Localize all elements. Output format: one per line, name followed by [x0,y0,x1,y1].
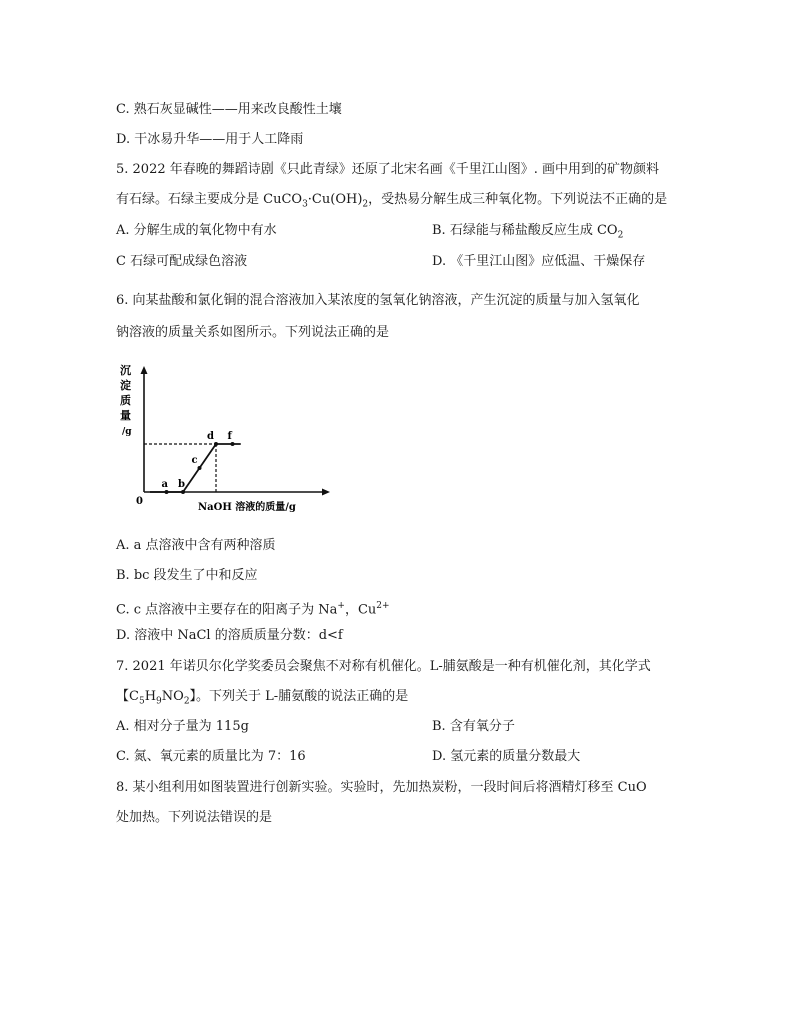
q6-option-b: B. bc 段发生了中和反应 [116,568,258,583]
origin-label: 0 [136,496,143,507]
point-label-c: c [191,455,198,466]
q5-stem-line2: 有石绿。石绿主要成分是 $CuCO_3\cdot Cu(OH)_2$，受热易分解生成三种氧化物。下列说法不正确的是 [116,192,668,210]
x-axis-arrow [322,489,330,496]
q5-stem-line1: 5. 2022 年春晚的舞蹈诗剧《只此青绿》还原了北宋名画《千里江山图》. 画中用到的矿物颜料 [116,162,660,177]
data-point-d [214,442,218,446]
data-point-c [198,466,202,470]
q7-option-b: B. 含有氧分子 [432,719,515,734]
q8-stem-line2: 处加热。下列说法错误的是 [116,810,273,825]
q7-stem-line2: 【$C_5H_9NO_2$】。下列关于 L-脯氨酸的说法正确的是 [116,689,409,707]
q5-option-d: D. 《千里江山图》应低温、干燥保存 [432,254,646,269]
q7-option-c: C. 氮、氧元素的质量比为 7：16 [116,749,306,764]
data-point-a [165,490,169,494]
q6-stem-line2: 钠溶液的质量关系如图所示。下列说法正确的是 [116,325,390,340]
data-point-b [181,490,185,494]
y-axis-label-char: 质 [120,394,131,407]
point-label-d: d [207,431,214,442]
x-axis-label: NaOH 溶液的质量/g [198,502,296,513]
y-axis-label-char: /g [122,427,132,437]
q7-option-d: D. 氢元素的质量分数最大 [432,749,581,764]
q7-option-a: A. 相对分子量为 115g [116,719,249,734]
point-label-a: a [161,479,168,490]
q5-option-c: C 石绿可配成绿色溶液 [116,254,248,269]
q7-stem-line1: 7. 2021 年诺贝尔化学奖委员会聚焦不对称有机催化。L-脯氨酸是一种有机催化剂，其化学式 [116,659,651,674]
y-axis-label-char: 淀 [120,379,131,392]
q8-stem-line1: 8. 某小组利用如图装置进行创新实验。实验时，先加热炭粉，一段时间后将酒精灯移至 CuO [116,780,647,795]
point-label-b: b [178,479,185,490]
data-point-f [231,442,235,446]
q5-option-b: B. 石绿能与稀盐酸反应生成 $CO_2$ [432,223,624,241]
q4-option-d: D. 干冰易升华——用于人工降雨 [116,132,304,147]
q4-option-c: C. 熟石灰显碱性——用来改良酸性土壤 [116,102,342,117]
q6-option-a: A. a 点溶液中含有两种溶质 [116,538,276,553]
y-axis-label-char: 沉 [120,364,131,377]
q6-stem-line1: 6. 向某盐酸和氯化铜的混合溶液加入某浓度的氢氧化钠溶液，产生沉淀的质量与加入氢氧化 [116,293,640,308]
q5-option-a: A. 分解生成的氧化物中有水 [116,223,277,238]
q6-option-d: D. 溶液中 NaCl 的溶质质量分数：d<f [116,628,343,643]
precipitate-mass-chart [116,358,348,524]
q6-option-c: C. c 点溶液中主要存在的阳离子为 Na+，$Cu^{2+}$ [116,601,390,618]
point-label-f: f [227,431,232,442]
y-axis-label-char: 量 [120,409,131,422]
y-axis-arrow [141,366,148,374]
